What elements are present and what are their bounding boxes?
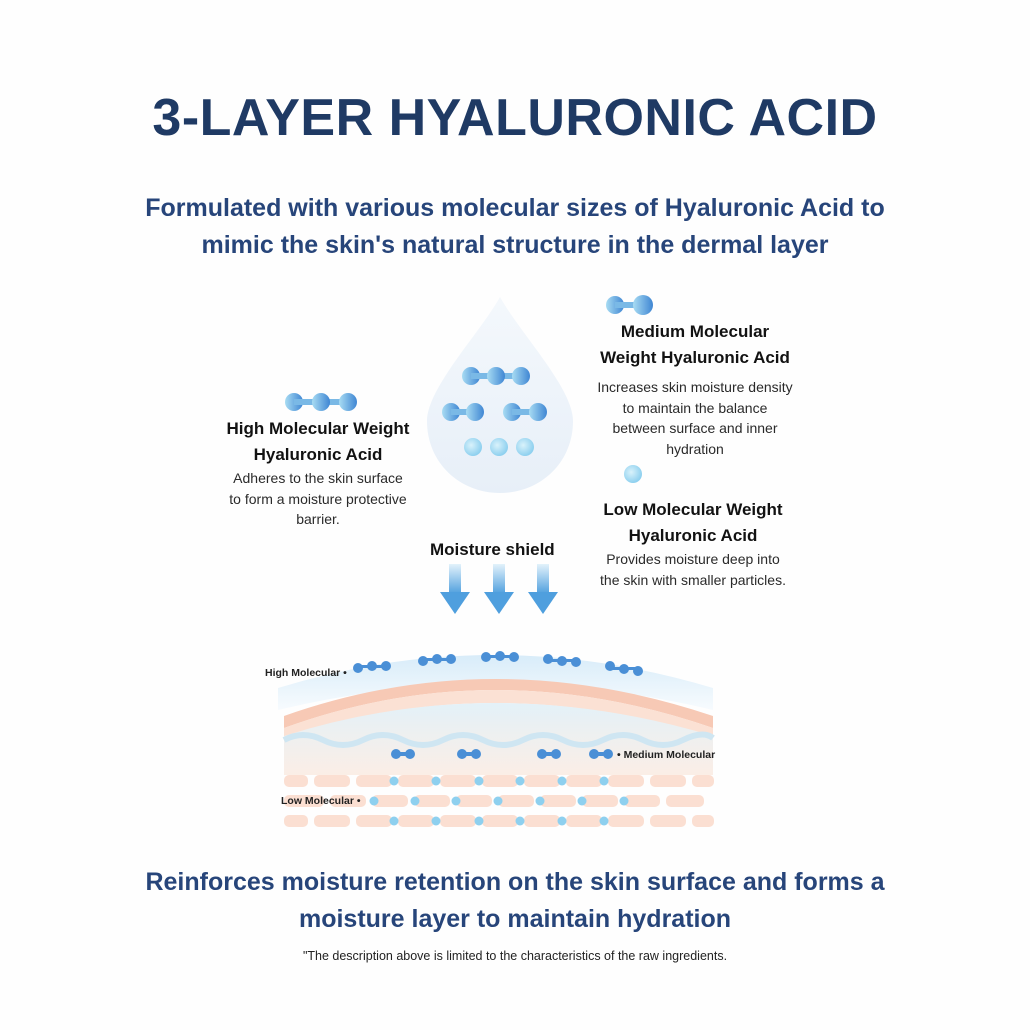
down-arrows-icon <box>436 560 566 618</box>
medium-desc-line: between surface and inner <box>612 420 778 436</box>
water-drop-shape <box>427 297 573 493</box>
low-desc-line: the skin with smaller particles. <box>600 571 786 588</box>
skin-layer-illustration <box>258 630 728 845</box>
subtitle-line: Formulated with various molecular sizes of Hyaluronic Acid to <box>145 194 885 222</box>
low-molecule-icon <box>464 438 482 456</box>
disclaimer-note: "The description above is limited to the characteristics of the raw ingredients. <box>302 949 728 963</box>
medium-title-line: Medium Molecular <box>620 322 770 341</box>
annotation-medium-molecular: • Medium Molecular <box>617 749 716 761</box>
medium-title-line: Weight Hyaluronic Acid <box>600 348 790 367</box>
subtitle-line: mimic the skin's natural structure in the dermal layer <box>201 231 829 259</box>
low-desc-line: Provides moisture deep into <box>606 551 780 567</box>
high-molecule-icon <box>283 391 363 413</box>
high-title-line: Hyaluronic Acid <box>253 445 383 464</box>
annotation-text: Medium Molecular <box>623 749 716 761</box>
water-drop-illustration <box>425 293 575 495</box>
arrow-down-icon <box>440 564 470 614</box>
medium-desc-line: hydration <box>666 440 724 457</box>
footer-line: moisture layer to maintain hydration <box>298 905 732 933</box>
annotation-high-molecular: High Molecular • <box>265 667 347 679</box>
footer-line: Reinforces moisture retention on the skin surface and forms a <box>145 868 885 896</box>
low-molecule-icon <box>622 463 644 485</box>
annotation-text: High Molecular <box>265 667 341 679</box>
page-title: 3-LAYER HYALURONIC ACID <box>152 89 878 147</box>
low-title-line: Low Molecular Weight <box>603 500 783 519</box>
high-title-line: High Molecular Weight <box>226 419 410 438</box>
high-desc-line: barrier. <box>296 511 340 527</box>
arrow-down-icon <box>484 564 514 614</box>
page-footer-statement <box>60 864 970 938</box>
medium-desc-line: to maintain the balance <box>622 399 768 416</box>
page-subtitle <box>60 190 970 264</box>
low-title-line: Hyaluronic Acid <box>628 526 758 545</box>
annotation-text: Low Molecular <box>281 795 354 807</box>
low-molecule-icon <box>516 438 534 456</box>
low-molecular-label <box>573 497 813 590</box>
annotation-low-molecular: Low Molecular • <box>281 795 361 807</box>
medium-desc-line: Increases skin moisture density <box>597 379 793 395</box>
moisture-shield-label: Moisture shield <box>430 540 555 559</box>
high-desc-line: Adheres to the skin surface <box>233 470 403 486</box>
low-molecule-icon <box>490 438 508 456</box>
medium-molecular-label <box>575 319 815 459</box>
high-molecular-label <box>198 416 438 530</box>
high-desc-line: to form a moisture protective <box>229 490 407 507</box>
high-molecule-icon <box>462 367 530 385</box>
arrow-down-icon <box>528 564 558 614</box>
medium-molecule-icon <box>604 294 656 316</box>
